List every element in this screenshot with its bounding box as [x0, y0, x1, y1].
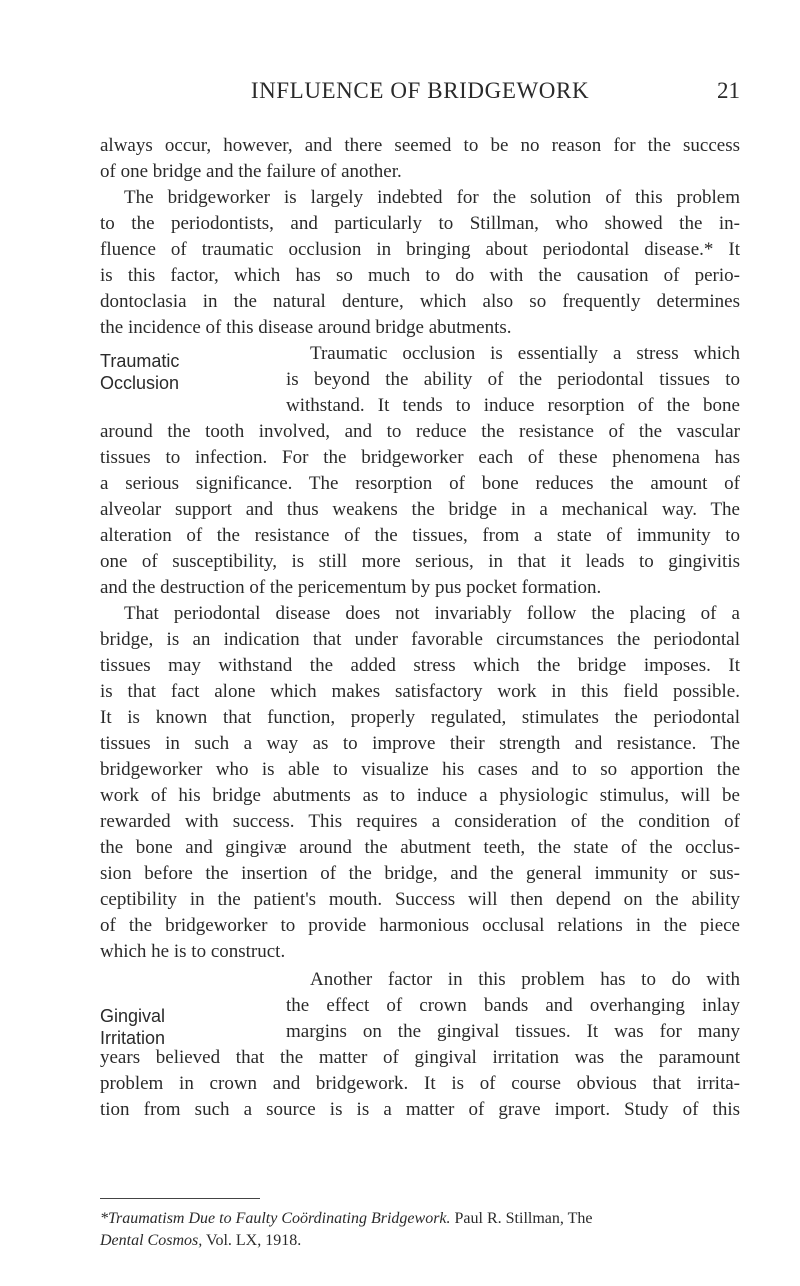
footnote-line [100, 1208, 740, 1229]
text-line: to the periodontists, and particularly to Stillman, who showed the in- [100, 213, 740, 234]
text-line: a serious significance. The resorption of bone reduces the amount of [100, 473, 740, 494]
footnote-line [100, 1230, 740, 1251]
text-line: sion before the insertion of the bridge, and the general immunity or sus- [100, 863, 740, 884]
text-line: work of his bridge abutments as to induce a physiologic stimulus, will be [100, 785, 740, 806]
side-heading-gingival-irritation [100, 1005, 270, 1049]
text-line: problem in crown and bridgework. It is of course obvious that irrita- [100, 1073, 740, 1094]
side-heading-line: Occlusion [100, 373, 180, 393]
text-line: Another factor in this problem has to do with [310, 969, 740, 990]
text-line: That periodontal disease does not invariably follow the placing of a [124, 603, 740, 624]
footnote-volume: Vol. LX, 1918. [202, 1232, 302, 1249]
running-head: INFLUENCE OF BRIDGEWORK [250, 78, 590, 103]
footnote-title: *Traumatism Due to Faulty Coördinating Bridgework. [100, 1210, 451, 1227]
text-line: always occur, however, and there seemed to be no reason for the success [100, 135, 740, 156]
text-line: It is known that function, properly regulated, stimulates the periodontal [100, 707, 740, 728]
text-line: and the destruction of the pericementum by pus pocket formation. [100, 577, 602, 598]
text-line: bridge, is an indication that under favorable circumstances the periodontal [100, 629, 740, 650]
page-number: 21 [717, 78, 740, 103]
text-line: of one bridge and the failure of another. [100, 161, 402, 182]
text-line: of the bridgeworker to provide harmonious occlusal relations in the piece [100, 915, 740, 936]
side-heading-line: Gingival [100, 1006, 166, 1026]
text-line: is that fact alone which makes satisfactory work in this field possible. [100, 681, 740, 702]
text-line: the bone and gingivæ around the abutment teeth, the state of the occlus- [100, 837, 740, 858]
text-line: ceptibility in the patient's mouth. Success will then depend on the ability [100, 889, 740, 910]
side-heading-traumatic-occlusion [100, 350, 270, 394]
page-header [100, 78, 740, 112]
text-line: alveolar support and thus weakens the bridge in a mechanical way. The [100, 499, 740, 520]
text-line: The bridgeworker is largely indebted for the solution of this problem [124, 187, 740, 208]
text-line: the effect of crown bands and overhanging inlay [286, 995, 740, 1016]
side-heading-line: Traumatic [100, 351, 180, 371]
text-line: tissues to infection. For the bridgeworker each of these phenomena has [100, 447, 740, 468]
text-line: alteration of the resistance of the tissues, from a state of immunity to [100, 525, 740, 546]
text-line: rewarded with success. This requires a consideration of the condition of [100, 811, 740, 832]
text-line: years believed that the matter of gingival irritation was the paramount [100, 1047, 740, 1068]
text-line: withstand. It tends to induce resorption of the bone [286, 395, 740, 416]
text-line: is this factor, which has so much to do with the causation of perio- [100, 265, 740, 286]
text-line: dontoclasia in the natural denture, which also so frequently determines [100, 291, 740, 312]
text-line: fluence of traumatic occlusion in bringing about periodontal disease.* It [100, 239, 740, 260]
footnote-author: Paul R. Stillman, The [450, 1210, 593, 1227]
footnote-journal: Dental Cosmos, [100, 1232, 203, 1249]
footnote-rule [100, 1198, 260, 1199]
text-line: bridgeworker who is able to visualize his cases and to so apportion the [100, 759, 740, 780]
text-line: Traumatic occlusion is essentially a stress which [310, 343, 740, 364]
text-line: the incidence of this disease around bridge abutments. [100, 317, 512, 338]
text-line: one of susceptibility, is still more serious, in that it leads to gingivitis [100, 551, 740, 572]
side-heading-line: Irritation [100, 1028, 166, 1048]
text-line: tissues may withstand the added stress which the bridge imposes. It [100, 655, 740, 676]
text-line: which he is to construct. [100, 941, 286, 962]
text-line: tissues in such a way as to improve their strength and resistance. The [100, 733, 740, 754]
text-line: around the tooth involved, and to reduce the resistance of the vascular [100, 421, 740, 442]
text-line: tion from such a source is is a matter of grave import. Study of this [100, 1099, 740, 1120]
text-line: margins on the gingival tissues. It was for many [286, 1021, 740, 1042]
text-line: is beyond the ability of the periodontal tissues to [286, 369, 740, 390]
